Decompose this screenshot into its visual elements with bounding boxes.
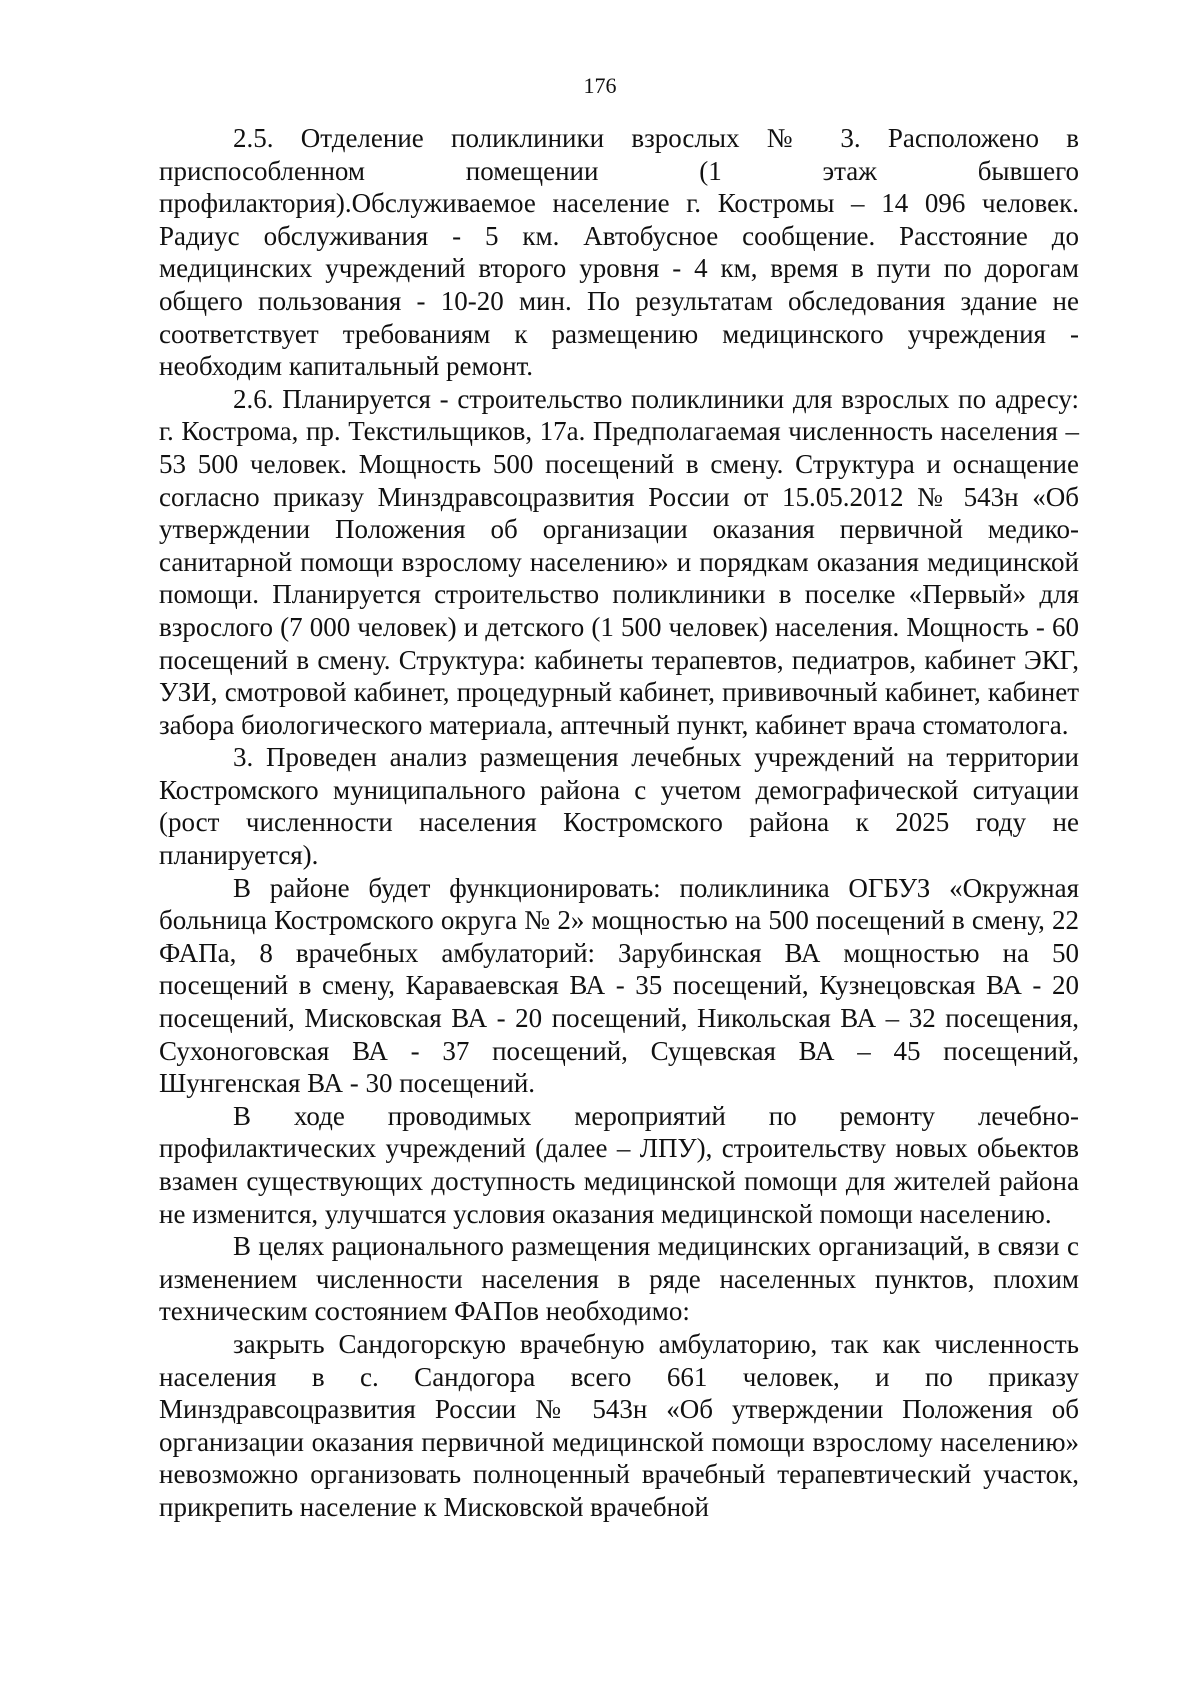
paragraph-2-5: 2.5. Отделение поликлиники взрослых № 3. Расположено в приспособленном помещении (1 этаж бывшего профилактория).Обслуживаемое население г. Костромы – 14 096 человек. Радиус обслуживания - 5 км. Автобусное сообщение. Расстояние до медицинских учреждений второго уровня - 4 км, время в пути по дорогам общего пользования - 10-20 мин. По результатам обследования здание не соответствует требованиям к размещению медицинского учреждения - необходим капитальный ремонт. xyxy=(159,123,1079,382)
paragraph-district-facilities: В районе будет функционировать: поликлиника ОГБУЗ «Окружная больница Костромского округа № 2» мощностью на 500 посещений в смену, 22 ФАПа, 8 врачебных амбулаторий: Зарубинская ВА мощностью на 50 посещений в смену, Караваевская ВА - 35 посещений, Кузнецовская ВА - 20 посещений, Мисковская ВА - 20 посещений, Никольская ВА – 32 посещения, Сухоноговская ВА - 37 посещений, Сущевская ВА – 45 посещений, Шунгенская ВА - 30 посещений. xyxy=(159,872,1079,1099)
paragraph-2-6: 2.6. Планируется - строительство поликлиники для взрослых по адресу: г. Кострома, пр. Текстильщиков, 17а. Предполагаемая численность населения – 53 500 человек. Мощность 500 посещений в смену. Структура и оснащение согласно приказу Минздравсоцразвития России от 15.05.2012 № 543н «Об утверждении Положения об организации оказания первичной медико-санитарной помощи взрослому населению» и порядкам оказания медицинской помощи. Планируется строительство поликлиники в поселке «Первый» для взрослого (7 000 человек) и детского (1 500 человек) населения. Мощность - 60 посещений в смену. Структура: кабинеты терапевтов, педиатров, кабинет ЭКГ, УЗИ, смотровой кабинет, процедурный кабинет, прививочный кабинет, кабинет забора биологического материала, аптечный пункт, кабинет врача стоматолога. xyxy=(159,383,1079,740)
paragraph-close-sandogora: закрыть Сандогорскую врачебную амбулаторию, так как численность населения в с. Сандогора всего 661 человек, и по приказу Минздравсоцразвития России № 543н «Об утверждении Положения об организации оказания первичной медицинской помощи взрослому населению» невозможно организовать полноценный врачебный терапевтический участок, прикрепить население к Мисковской врачебной xyxy=(159,1328,1079,1522)
page-number: 176 xyxy=(583,73,617,98)
document-body xyxy=(159,122,1079,1524)
paragraph-rational-placement: В целях рационального размещения медицинских организаций, в связи с изменением численности населения в ряде населенных пунктов, плохим техническим состоянием ФАПов необходимо: xyxy=(159,1231,1079,1327)
paragraph-renovation: В ходе проводимых мероприятий по ремонту лечебно-профилактических учреждений (далее – ЛПУ), строительству новых обьектов взамен существующих доступность медицинской помощи для жителей района не изменится, улучшатся условия оказания медицинской помощи населению. xyxy=(159,1100,1079,1229)
paragraph-3: 3. Проведен анализ размещения лечебных учреждений на территории Костромского муниципального района с учетом демографической ситуации (рост численности населения Костромского района к 2025 году не планируется). xyxy=(159,742,1079,871)
